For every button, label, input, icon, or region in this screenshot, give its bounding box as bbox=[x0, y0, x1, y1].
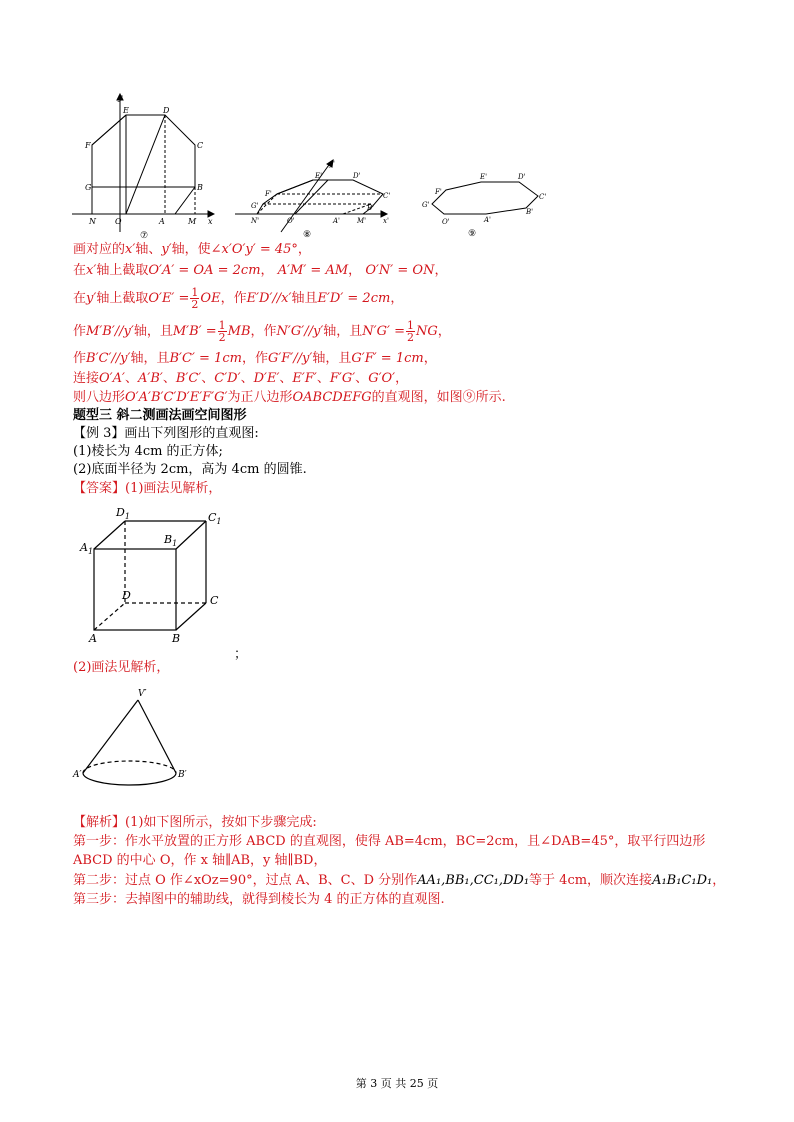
cube-label-A: A bbox=[89, 632, 97, 645]
numerator: 1 bbox=[406, 319, 414, 332]
fig8-label-N: N' bbox=[251, 217, 260, 225]
text: 、 bbox=[162, 371, 176, 386]
math: O′A′ = OA = 2cm bbox=[148, 263, 261, 278]
fig8-label-C: C' bbox=[383, 192, 391, 200]
fig8-label-x: x' bbox=[383, 217, 389, 225]
fig9-caption: ⑨ bbox=[468, 229, 477, 239]
page-footer: 第 3 页 共 25 页 bbox=[355, 1077, 439, 1090]
text: 轴，且 bbox=[323, 324, 363, 339]
math: NG bbox=[415, 324, 438, 339]
math: O′A′B′C′D′E′F′G′ bbox=[125, 390, 228, 405]
math: G′F′//y′ bbox=[267, 351, 313, 366]
text: 、 bbox=[316, 371, 330, 386]
cone-label-V: V′ bbox=[138, 689, 147, 699]
fig9-label-C: C' bbox=[539, 193, 547, 201]
text: 轴，且 bbox=[312, 351, 352, 366]
fraction-half bbox=[218, 320, 227, 343]
fig7-label-E: E bbox=[123, 106, 129, 115]
fig8-label-B: B' bbox=[367, 204, 375, 212]
fig9-label-G: G' bbox=[422, 201, 430, 209]
text: (1)如下图所示，按如下步骤完成: bbox=[125, 815, 317, 830]
fig9-label-D: D' bbox=[518, 173, 526, 181]
cube-label-B: B bbox=[172, 632, 181, 645]
denominator: 2 bbox=[191, 298, 199, 311]
analysis-step2 bbox=[73, 873, 725, 889]
cube-label-B1: $B_1$ bbox=[164, 533, 178, 548]
step-line-3 bbox=[73, 287, 403, 310]
fraction-half bbox=[406, 320, 415, 343]
fig7-label-M: M bbox=[188, 217, 197, 226]
step-line-5 bbox=[73, 351, 437, 367]
math: B′C′//y′ bbox=[86, 351, 131, 366]
cone-figure bbox=[70, 684, 200, 786]
fig8-label-M: M' bbox=[357, 217, 367, 225]
fraction-half bbox=[190, 287, 199, 310]
text: ， bbox=[423, 351, 437, 366]
fig7-label-y: y bbox=[118, 93, 123, 102]
fig7-label-B: B bbox=[197, 183, 203, 192]
text: 为正八边形 bbox=[227, 390, 293, 405]
step-line-7 bbox=[73, 390, 506, 406]
analysis-step1b: ABCD 的中心 O，作 x 轴∥AB，y 轴∥BD， bbox=[73, 853, 327, 868]
text: ，作 bbox=[250, 324, 277, 339]
cube-figure bbox=[78, 500, 238, 650]
answer-tag: 【答案】 bbox=[73, 481, 126, 496]
text: ，作 bbox=[241, 351, 268, 366]
math: E′D′ = 2cm bbox=[317, 291, 391, 306]
answer-line-1 bbox=[73, 481, 221, 497]
fig8-caption: ⑧ bbox=[303, 230, 312, 240]
math: B′C′ = 1cm bbox=[169, 351, 242, 366]
fig7-label-C: C bbox=[197, 141, 204, 150]
text: 轴且 bbox=[291, 291, 318, 306]
text: 则八边形 bbox=[73, 390, 126, 405]
fig8-label-O: O' bbox=[287, 217, 295, 225]
cube-label-D: D bbox=[122, 589, 131, 602]
example-item-2: (2)底面半径为 2cm，高为 4cm 的圆锥. bbox=[73, 462, 307, 477]
text: 轴上截取 bbox=[96, 291, 149, 306]
example-title: 【例 3】画出下列图形的直观图: bbox=[73, 426, 259, 441]
figure-7 bbox=[70, 92, 215, 240]
math: N′G′//y′ bbox=[276, 324, 324, 339]
text: 作 bbox=[73, 351, 87, 366]
text: 作 bbox=[73, 324, 87, 339]
text: 的直观图，如图⑨所示. bbox=[371, 390, 506, 405]
fig9-label-O: O' bbox=[442, 218, 450, 226]
math: AA₁,BB₁,CC₁,DD₁ bbox=[417, 873, 530, 888]
answer-semicolon: ； bbox=[234, 647, 248, 662]
fig7-label-G: G bbox=[85, 183, 92, 192]
text: (1)画法见解析， bbox=[125, 481, 222, 496]
text: ， bbox=[260, 263, 274, 278]
cube-label-C: C bbox=[210, 594, 219, 607]
fig8-label-E: E' bbox=[315, 172, 323, 180]
math: y′ bbox=[86, 291, 97, 306]
text: ， bbox=[434, 263, 448, 278]
text: ， bbox=[712, 873, 726, 888]
example-item-1: (1)棱长为 4cm 的正方体; bbox=[73, 444, 223, 459]
cube-label-C1: $C_1$ bbox=[208, 511, 222, 526]
step-line-4 bbox=[73, 320, 451, 343]
math: O′N′ = ON bbox=[365, 263, 435, 278]
text: 画对应的 bbox=[73, 242, 126, 257]
fig9-label-F: F' bbox=[435, 188, 442, 196]
fig9-label-B: B' bbox=[526, 208, 534, 216]
text: 等于 4cm，顺次连接 bbox=[529, 873, 653, 888]
text: ， bbox=[437, 324, 451, 339]
section-heading: 题型三 斜二测画法画空间图形 bbox=[73, 408, 247, 423]
fig8-label-F: F' bbox=[265, 190, 272, 198]
math: OABCDEFG bbox=[292, 390, 372, 405]
text: 、 bbox=[279, 371, 293, 386]
math: A′M′ = AM bbox=[277, 263, 349, 278]
step-line-6 bbox=[73, 371, 408, 387]
math: OE bbox=[200, 291, 221, 306]
analysis-intro bbox=[73, 815, 317, 831]
math: A₁B₁C₁D₁ bbox=[652, 873, 713, 888]
figure-9 bbox=[418, 170, 553, 240]
denominator: 2 bbox=[406, 331, 414, 344]
math: O′A′ bbox=[99, 371, 125, 386]
math: G′F′ = 1cm bbox=[351, 351, 424, 366]
fig7-label-D: D bbox=[163, 106, 170, 115]
math: ∠x′O′y′ = 45° bbox=[210, 242, 298, 257]
math: N′G′ = bbox=[362, 324, 405, 339]
fig9-label-A: A' bbox=[484, 216, 491, 224]
denominator: 2 bbox=[218, 331, 226, 344]
text: 在 bbox=[73, 291, 87, 306]
text: 轴上截取 bbox=[96, 263, 149, 278]
math: x′ bbox=[125, 242, 136, 257]
math: B′C′ bbox=[175, 371, 202, 386]
text: 连接 bbox=[73, 371, 100, 386]
text: 轴、 bbox=[135, 242, 162, 257]
text: 轴，使 bbox=[171, 242, 211, 257]
text: 第二步：过点 O 作∠xOz=90°，过点 A、B、C、D 分别作 bbox=[73, 873, 418, 888]
analysis-step1a: 第一步：作水平放置的正方形 ABCD 的直观图，使得 AB=4cm，BC=2cm，且∠DAB=45°，取平行四边形 bbox=[73, 834, 706, 849]
cube-label-A1: $A_1$ bbox=[80, 541, 94, 556]
numerator: 1 bbox=[218, 319, 226, 332]
figure-8 bbox=[233, 158, 393, 240]
text: ，作 bbox=[220, 291, 247, 306]
fig7-label-F: F bbox=[85, 141, 91, 150]
math: D′E′ bbox=[253, 371, 280, 386]
math: G′O′ bbox=[368, 371, 396, 386]
text: 、 bbox=[240, 371, 254, 386]
fig8-label-y: y' bbox=[329, 160, 335, 168]
fig7-caption: ⑦ bbox=[140, 231, 149, 240]
cone-label-B: B′ bbox=[178, 770, 187, 780]
step-line-2 bbox=[73, 263, 447, 279]
text: 在 bbox=[73, 263, 87, 278]
math: O′E′ = bbox=[148, 291, 190, 306]
text: 轴，且 bbox=[130, 351, 170, 366]
step-line-1 bbox=[73, 242, 311, 258]
text: 、 bbox=[355, 371, 369, 386]
fig8-label-D: D' bbox=[353, 172, 361, 180]
numerator: 1 bbox=[191, 286, 199, 299]
answer-line-2: (2)画法见解析， bbox=[73, 660, 170, 675]
math: C′D′ bbox=[214, 371, 241, 386]
analysis-step3: 第三步：去掉图中的辅助线，就得到棱长为 4 的正方体的直观图. bbox=[73, 892, 445, 907]
math: F′G′ bbox=[329, 371, 356, 386]
fig7-label-A: A bbox=[159, 217, 165, 226]
math: E′D′//x′ bbox=[246, 291, 292, 306]
fig8-label-A: A' bbox=[333, 217, 340, 225]
math: x′ bbox=[86, 263, 97, 278]
analysis-tag: 【解析】 bbox=[73, 815, 126, 830]
fig7-label-x: x bbox=[208, 217, 213, 226]
fig7-label-O: O bbox=[115, 217, 122, 226]
cone-label-A: A′ bbox=[73, 770, 82, 780]
cube-label-D1: $D_1$ bbox=[116, 506, 130, 521]
math: MB bbox=[227, 324, 251, 339]
math: M′B′//y′ bbox=[86, 324, 134, 339]
text: 、 bbox=[201, 371, 215, 386]
math: y′ bbox=[161, 242, 172, 257]
math: A′B′ bbox=[137, 371, 163, 386]
text: 轴，且 bbox=[133, 324, 173, 339]
text: ， bbox=[297, 242, 311, 257]
fig9-label-E: E' bbox=[480, 173, 488, 181]
text: ， bbox=[348, 263, 362, 278]
fig7-label-N: N bbox=[89, 217, 96, 226]
fig8-label-G: G' bbox=[251, 202, 259, 210]
text: 、 bbox=[124, 371, 138, 386]
math: M′B′ = bbox=[172, 324, 217, 339]
text: ， bbox=[390, 291, 404, 306]
math: E′F′ bbox=[292, 371, 317, 386]
text: ， bbox=[395, 371, 409, 386]
